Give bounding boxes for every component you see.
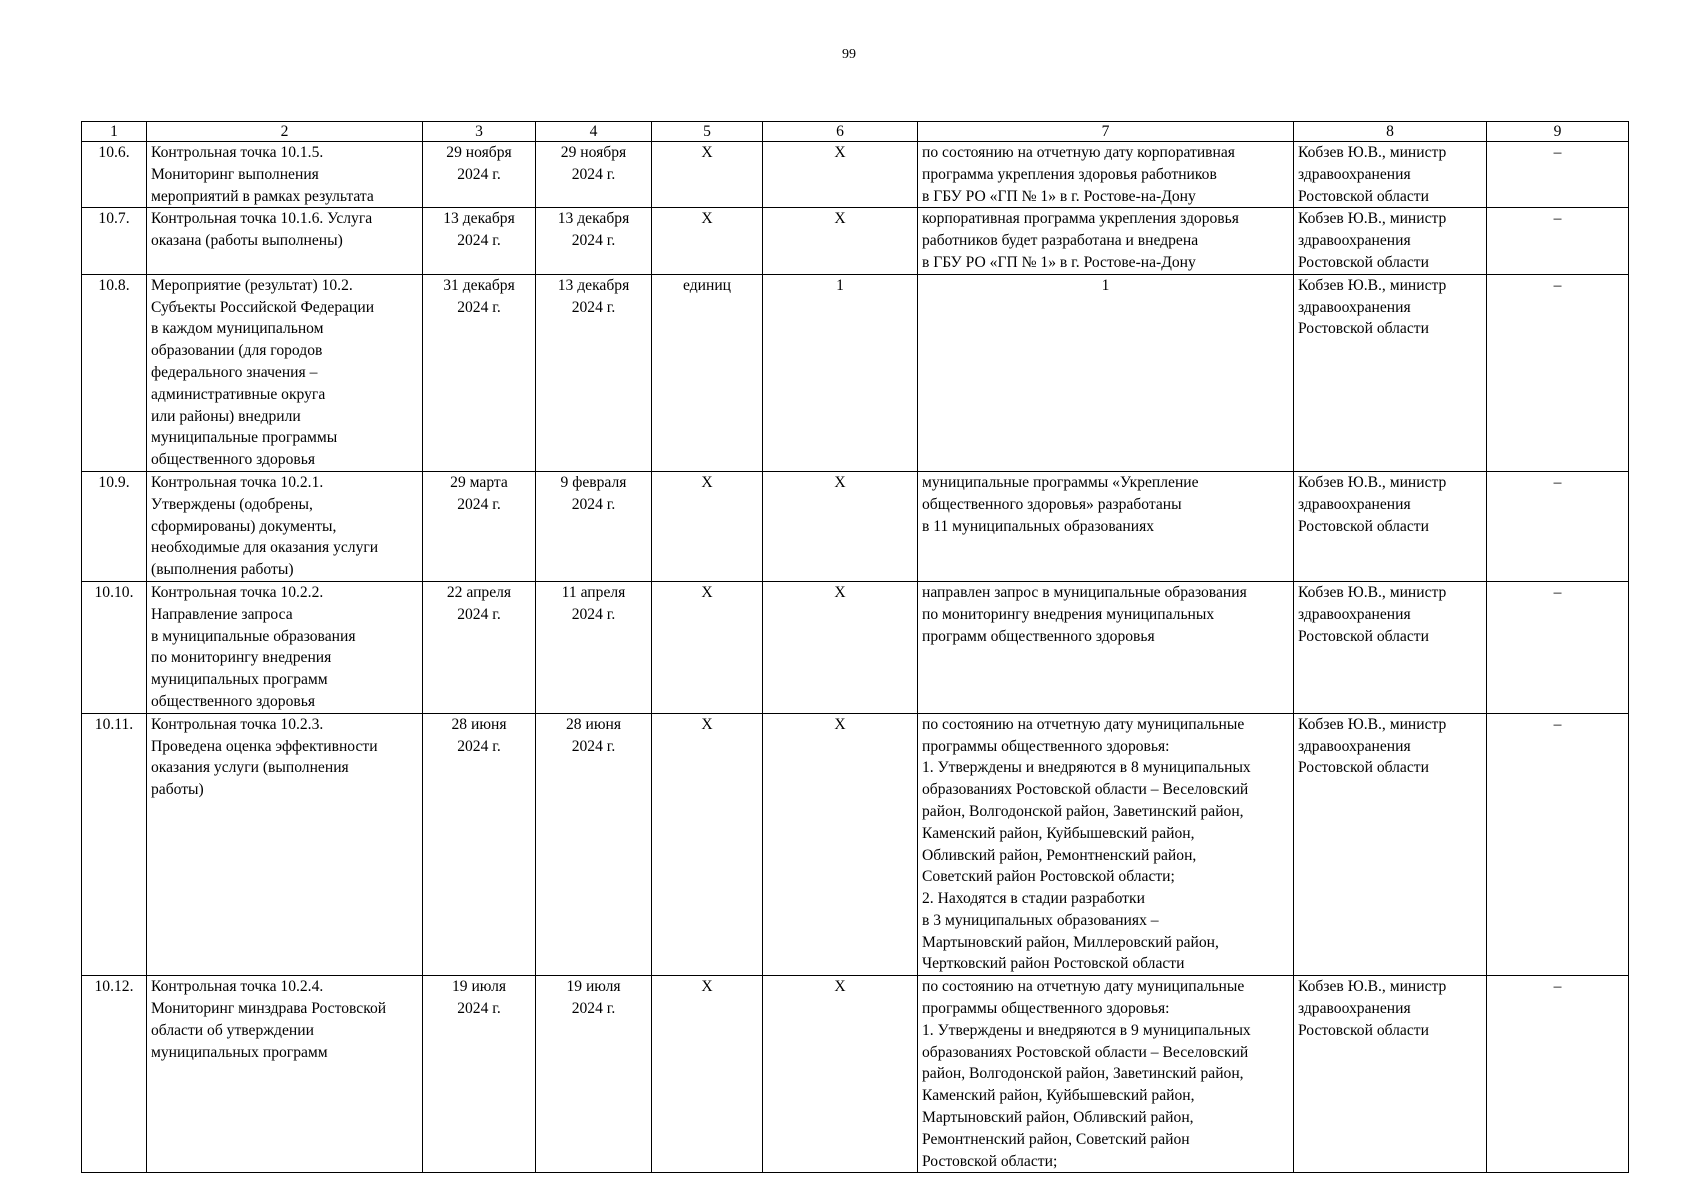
table-body [82,122,1629,1173]
fact-date-cell: 28 июня 2024 г. [536,713,652,976]
fact-date-cell: 29 ноября 2024 г. [536,142,652,208]
note-cell: – [1487,471,1629,581]
fact-date-cell: 11 апреля 2024 г. [536,581,652,713]
value-cell: Х [763,208,918,274]
header-cell: 8 [1294,122,1487,142]
header-row [82,122,1629,142]
table-row [82,713,1629,976]
plan-date-cell: 29 ноября 2024 г. [423,142,536,208]
header-cell: 1 [82,122,147,142]
fact-date-cell: 13 декабря 2024 г. [536,274,652,471]
value-cell: Х [763,581,918,713]
header-cell: 4 [536,122,652,142]
plan-date-cell: 28 июня 2024 г. [423,713,536,976]
plan-date-cell: 13 декабря 2024 г. [423,208,536,274]
unit-cell: Х [652,471,763,581]
report-table [81,121,1629,1173]
status-cell: 1 [918,274,1294,471]
row-number-cell: 10.8. [82,274,147,471]
row-number-cell: 10.9. [82,471,147,581]
note-cell: – [1487,976,1629,1173]
name-cell: Контрольная точка 10.1.5. Мониторинг выполнения мероприятий в рамках результата [147,142,423,208]
name-cell: Контрольная точка 10.2.3. Проведена оценка эффективности оказания услуги (выполнения работы) [147,713,423,976]
status-cell: муниципальные программы «Укрепление общественного здоровья» разработаны в 11 муниципальных образованиях [918,471,1294,581]
status-cell: по состоянию на отчетную дату муниципальные программы общественного здоровья: 1. Утверждены и внедряются в 9 муниципальных образованиях Ростовской области – Веселовский район, Волгодонской район, Заветинский район, Каменский район, Куйбышевский район, Мартыновский район, Обливский район, Ремонтненский район, Советский район Ростовской области; [918,976,1294,1173]
plan-date-cell: 19 июля 2024 г. [423,976,536,1173]
row-number-cell: 10.11. [82,713,147,976]
note-cell: – [1487,274,1629,471]
header-cell: 5 [652,122,763,142]
fact-date-cell: 19 июля 2024 г. [536,976,652,1173]
status-cell: по состоянию на отчетную дату муниципальные программы общественного здоровья: 1. Утверждены и внедряются в 8 муниципальных образованиях Ростовской области – Веселовский район, Волгодонской район, Заветинский район, Каменский район, Куйбышевский район, Обливский район, Ремонтненский район, Советский район Ростовской области; 2. Находятся в стадии разработки в 3 муниципальных образованиях – Мартыновский район, Миллеровский район, Чертковский район Ростовской области [918,713,1294,976]
row-number-cell: 10.10. [82,581,147,713]
header-cell: 6 [763,122,918,142]
name-cell: Контрольная точка 10.2.4. Мониторинг минздрава Ростовской области об утверждении муниципальных программ [147,976,423,1173]
unit-cell: Х [652,713,763,976]
unit-cell: Х [652,208,763,274]
name-cell: Мероприятие (результат) 10.2. Субъекты Российской Федерации в каждом муниципальном образовании (для городов федерального значения – административные округа или районы) внедрили муниципальные программы общественного здоровья [147,274,423,471]
responsible-cell: Кобзев Ю.В., министр здравоохранения Ростовской области [1294,471,1487,581]
table-row [82,471,1629,581]
responsible-cell: Кобзев Ю.В., министр здравоохранения Ростовской области [1294,976,1487,1173]
value-cell: Х [763,713,918,976]
note-cell: – [1487,713,1629,976]
name-cell: Контрольная точка 10.2.2. Направление запроса в муниципальные образования по мониторингу внедрения муниципальных программ общественного здоровья [147,581,423,713]
responsible-cell: Кобзев Ю.В., министр здравоохранения Ростовской области [1294,142,1487,208]
responsible-cell: Кобзев Ю.В., министр здравоохранения Ростовской области [1294,713,1487,976]
unit-cell: Х [652,142,763,208]
status-cell: направлен запрос в муниципальные образования по мониторингу внедрения муниципальных программ общественного здоровья [918,581,1294,713]
status-cell: по состоянию на отчетную дату корпоративная программа укрепления здоровья работников в ГБУ РО «ГП № 1» в г. Ростове-на-Дону [918,142,1294,208]
value-cell: Х [763,471,918,581]
plan-date-cell: 29 марта 2024 г. [423,471,536,581]
note-cell: – [1487,208,1629,274]
value-cell: 1 [763,274,918,471]
unit-cell: Х [652,581,763,713]
table-row [82,208,1629,274]
page-number: 99 [842,47,856,62]
value-cell: Х [763,976,918,1173]
table-row [82,581,1629,713]
row-number-cell: 10.6. [82,142,147,208]
plan-date-cell: 31 декабря 2024 г. [423,274,536,471]
responsible-cell: Кобзев Ю.В., министр здравоохранения Ростовской области [1294,581,1487,713]
header-cell: 9 [1487,122,1629,142]
name-cell: Контрольная точка 10.2.1. Утверждены (одобрены, сформированы) документы, необходимые для оказания услуги (выполнения работы) [147,471,423,581]
table-row [82,274,1629,471]
value-cell: Х [763,142,918,208]
header-cell: 7 [918,122,1294,142]
row-number-cell: 10.12. [82,976,147,1173]
table-row [82,976,1629,1173]
responsible-cell: Кобзев Ю.В., министр здравоохранения Ростовской области [1294,208,1487,274]
plan-date-cell: 22 апреля 2024 г. [423,581,536,713]
fact-date-cell: 13 декабря 2024 г. [536,208,652,274]
header-cell: 2 [147,122,423,142]
header-cell: 3 [423,122,536,142]
responsible-cell: Кобзев Ю.В., министр здравоохранения Ростовской области [1294,274,1487,471]
table-row [82,142,1629,208]
unit-cell: Х [652,976,763,1173]
name-cell: Контрольная точка 10.1.6. Услуга оказана (работы выполнены) [147,208,423,274]
status-cell: корпоративная программа укрепления здоровья работников будет разработана и внедрена в ГБУ РО «ГП № 1» в г. Ростове-на-Дону [918,208,1294,274]
row-number-cell: 10.7. [82,208,147,274]
unit-cell: единиц [652,274,763,471]
note-cell: – [1487,581,1629,713]
note-cell: – [1487,142,1629,208]
fact-date-cell: 9 февраля 2024 г. [536,471,652,581]
